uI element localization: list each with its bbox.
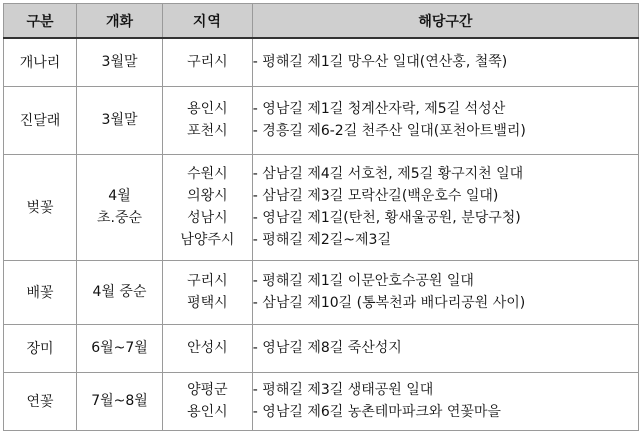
bloom-line: 4월 중순 [92, 284, 147, 300]
section-line: - 경흥길 제6-2길 천주산 일대(포천아트밸리) [252, 123, 526, 139]
table-row [4, 38, 639, 86]
section-line: - 평해길 제1길 이문안호수공원 일대 [252, 273, 474, 289]
section-line: - 삼남길 제3길 모락산길(백운호수 일대) [252, 188, 499, 204]
header-section: 해당구간 [252, 4, 638, 39]
bloom-line: 6월~7월 [91, 340, 148, 356]
region-line: 양평군 [187, 382, 228, 398]
region-line: 구리시 [187, 273, 228, 289]
bloom-period [77, 324, 163, 372]
section-line: - 영남길 제8길 죽산성지 [252, 340, 402, 356]
flower-name: 개나리 [4, 38, 77, 86]
flower-name: 배꽃 [4, 260, 77, 324]
region-cell [163, 86, 253, 154]
section-cell [252, 324, 638, 372]
section-cell [252, 38, 638, 86]
region-line: 구리시 [187, 54, 228, 71]
table-row [4, 86, 639, 154]
bloom-period [77, 154, 163, 260]
region-line: 용인시 [187, 404, 228, 420]
region-cell [163, 38, 253, 86]
section-line: - 평해길 제2길~제3길 [252, 232, 391, 248]
table-row [4, 260, 639, 324]
region-line: 의왕시 [187, 188, 228, 204]
region-cell [163, 324, 253, 372]
section-line: - 영남길 제1길 청계산자락, 제5길 석성산 [252, 101, 506, 117]
region-line: 남양주시 [180, 232, 235, 248]
bloom-line: 초.중순 [97, 210, 143, 226]
region-line: 포천시 [187, 123, 228, 139]
section-cell [252, 154, 638, 260]
flower-name: 벚꽃 [4, 154, 77, 260]
bloom-line: 7월~8월 [91, 393, 148, 409]
table-row [4, 324, 639, 372]
region-line: 성남시 [187, 210, 228, 226]
bloom-period [77, 260, 163, 324]
section-line: - 삼남길 제4길 서호천, 제5길 황구지천 일대 [252, 166, 524, 182]
flower-name: 진달래 [4, 86, 77, 154]
table-body [4, 38, 639, 430]
section-cell [252, 372, 638, 430]
region-cell [163, 372, 253, 430]
bloom-line: 3월말 [101, 112, 138, 128]
region-cell [163, 154, 253, 260]
bloom-period [77, 372, 163, 430]
flower-route-table [3, 3, 639, 431]
flower-name: 장미 [4, 324, 77, 372]
section-line: - 영남길 제6길 농촌테마파크와 연꽃마을 [252, 404, 501, 420]
region-line: 용인시 [187, 101, 228, 117]
section-cell [252, 260, 638, 324]
bloom-line: 3월말 [101, 54, 138, 71]
region-line: 안성시 [187, 340, 228, 356]
region-cell [163, 260, 253, 324]
section-line: - 삼남길 제10길 (통복천과 배다리공원 사이) [252, 295, 526, 311]
section-line: - 평해길 제1길 망우산 일대(연산홍, 철쭉) [252, 54, 508, 71]
flower-name: 연꽃 [4, 372, 77, 430]
section-line: - 영남길 제1길(탄천, 황새울공원, 분당구청) [252, 210, 521, 226]
header-category: 구분 [4, 4, 77, 39]
region-line: 평택시 [187, 295, 228, 311]
section-line: - 평해길 제3길 생태공원 일대 [252, 382, 434, 398]
table-row [4, 154, 639, 260]
header-bloom: 개화 [77, 4, 163, 39]
table-header [4, 4, 639, 39]
bloom-period [77, 86, 163, 154]
bloom-period [77, 38, 163, 86]
region-line: 수원시 [187, 166, 228, 182]
header-region: 지역 [163, 4, 253, 39]
bloom-line: 4월 [108, 188, 131, 204]
section-cell [252, 86, 638, 154]
header-row [4, 4, 639, 39]
table-row [4, 372, 639, 430]
